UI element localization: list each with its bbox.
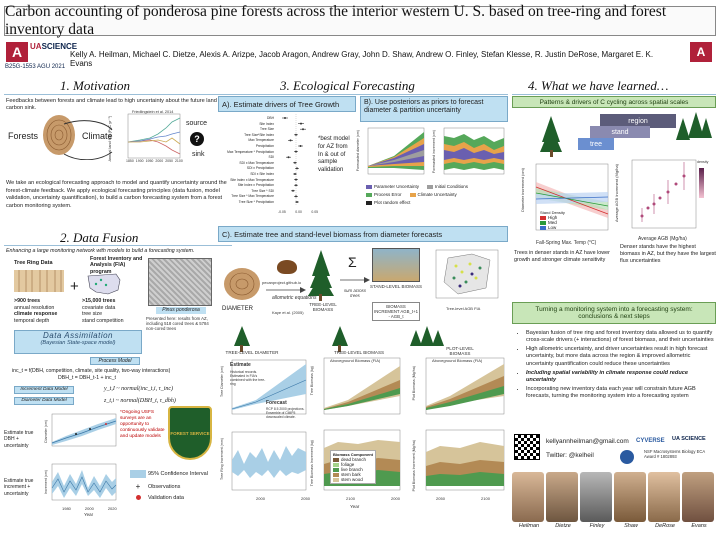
ua-logo: A (6, 42, 28, 62)
scale-tree: tree (578, 138, 614, 150)
person-photo (512, 472, 544, 522)
author-list: Kelly A. Heilman, Michael C. Dietze, Alexis A. Arizpe, Jacob Aragon, Andrew Gray, John D. Shaw, Andrew O. Finley, Stefan Klesse, R. Justin DeRose, Margaret E. K. Evans (70, 50, 654, 68)
chart-xtick: 2050 (165, 159, 173, 163)
panel-c-title: C). Estimate tree and stand-level biomass from diameter forecasts (218, 226, 508, 242)
driver-label: SDI (268, 155, 274, 160)
poster-id: B25G-1553 AGU 2021 (5, 64, 66, 70)
legend-swatch (366, 193, 372, 197)
xtick: 2020 (107, 506, 117, 511)
driver-label: Tree Size*Site Index (244, 132, 274, 137)
legend-label: High (548, 215, 558, 220)
people-names (512, 523, 716, 529)
twitter-handle[interactable]: Twitter: @kelheil (546, 452, 594, 459)
plot-level-biomass-label: PLOT-LEVEL BIOMASS (446, 346, 474, 356)
allometric-citation: Kaye et al. (2005) (272, 310, 304, 315)
patterns-title: Patterns & drivers of C cycling across spatial scales (512, 96, 716, 108)
chart-citation: Friedlingstein et al. 2014 (132, 110, 174, 114)
bottom-xlabel: Year (350, 504, 360, 509)
increment-estimate-chart (46, 462, 118, 506)
xtick: 2050 (436, 496, 445, 501)
panel-b-ylabel2: Forecasted increment (cm) (432, 130, 436, 173)
legend-label: Climate Uncertainty (417, 192, 457, 197)
xtick: 2100 (481, 496, 490, 501)
legend-swatch (540, 226, 546, 230)
xtick: 2000 (256, 496, 265, 501)
chart-ylabel: Annual land flux (PgC yr⁻¹) (108, 116, 112, 162)
chart-xtick: 2000 (155, 159, 164, 163)
legend-swatch (130, 470, 146, 478)
forecast-label: Forecast (266, 400, 287, 406)
conclusion-list (526, 330, 714, 400)
chart-xtick: 1900 (135, 159, 144, 163)
panel-b-legend (366, 184, 508, 205)
increment-chart-ylabel: Increment (cm) (44, 470, 48, 495)
diameter-label: DIAMETER (222, 306, 254, 312)
dbh-chart-ylabel: Diameter (cm) (44, 420, 48, 443)
best-model-note: *best model for AZ from In & out of sample validation (318, 136, 350, 174)
person-name: Dietze (555, 523, 571, 529)
person-name: Evans (691, 523, 707, 529)
legend-label: Validation data (148, 495, 184, 501)
estimate-note: Historical records. Estimated in FIA's combined with the tree-ring (230, 370, 266, 386)
forest-icon (676, 112, 712, 148)
scale-stand: stand (590, 126, 650, 138)
panel-b-title: B). Use posteriors as priors to forecast diameter & partition uncertainty (360, 96, 508, 122)
scale-region: region (600, 114, 676, 128)
xtick: 0.00 (295, 210, 302, 214)
legend-swatch (427, 185, 433, 189)
legend-label: Plot random effect (374, 200, 411, 205)
tree-biomass-icon (306, 250, 336, 300)
above-label: Aboveground Biomass (FIA) (432, 358, 483, 363)
chart-xtick: 1850 (126, 159, 134, 163)
xtick: 2000 (84, 506, 94, 511)
finding-tree-level: Trees in denser stands in AZ have lower growth and stronger climate sensitivity (514, 250, 610, 263)
legend-label: 95% Confidence Interval (148, 471, 208, 477)
chart-xtick: 2100 (174, 159, 183, 163)
chart-xtick: 1950 (145, 159, 154, 163)
fia-point: tree size (82, 311, 103, 318)
driver-label: SDI x Site Index (250, 171, 274, 176)
process-equation-2: DBH_t = DBH_t-1 + inc_t (58, 375, 116, 381)
pecan-logo (276, 256, 298, 278)
ua-science-logo-right: UA SCIENCE (672, 436, 706, 442)
ua-logo-right: A (690, 42, 712, 62)
biomass-increment-label: BIOMASS INCREMENT AGB_t+1 - AGB_t (372, 302, 420, 321)
tree-ring-point: climate response (14, 311, 58, 318)
plot-inc-ylabel: Plot Biomass Increment (Mg/ha) (412, 440, 416, 492)
density-legend-label: density (697, 160, 709, 164)
agb-increment-chart (624, 158, 708, 234)
stand-density-legend (540, 210, 565, 230)
question-icon: ? (190, 132, 204, 146)
poster-title-box (4, 3, 716, 38)
process-model-label: Process Model (90, 357, 140, 365)
stand-density-title: Stand Density (540, 210, 565, 215)
sum-across-label: sum across trees (344, 288, 366, 298)
legend-swatch (540, 216, 546, 220)
person-name: DeRose (655, 523, 675, 529)
driver-label: Tree Size * Max Temperature (231, 194, 274, 199)
cyverse-logo: CYVERSE (636, 438, 665, 444)
legend-label: Process Error (374, 192, 402, 197)
motivation-heading: 1. Motivation (60, 78, 131, 93)
process-equation-1: inc_t = f(DBH, competition, climate, site quality, two-way interactions) (12, 368, 171, 374)
tree-ring-point: temporal depth (14, 317, 50, 324)
legend-title: Biomass Component (333, 452, 374, 457)
conclusion-title: Turning a monitoring system into a forecasting system: conclusions & next steps (512, 302, 716, 324)
xtick: 2100 (346, 496, 355, 501)
tree-level-diameter-label: TREE-LEVEL DIAMETER (225, 350, 279, 355)
panel-b-ylabel: Forecasted diameter (cm) (356, 130, 360, 172)
chart-xticks (126, 159, 183, 163)
forecast-note: RCP 8.5 2000 projections. Ensemble of CMIP5 downscaled climate. (266, 407, 305, 419)
growth-ylabel: Diameter increment (cm) (520, 168, 525, 213)
person-photo (580, 472, 612, 522)
legend-label: Observations (148, 483, 181, 490)
usfs-text: FOREST SERVICE (170, 430, 210, 436)
legend-swatch (333, 468, 339, 472)
tree-biomass-ylabel: Tree Biomass (kg) (310, 366, 314, 396)
legend-label: live branch (341, 467, 363, 472)
tree-ring-title: Tree Ring Data (14, 260, 53, 266)
pecan-label: pecanproject.github.io (262, 280, 302, 285)
tree-level-agb-map (432, 248, 502, 304)
conclusion-item: • Incorporating new inventory data each year will constrain future AGB forecasts, turning the monitoring system into a forecasting system (526, 386, 714, 400)
xtick: 1980 (62, 506, 71, 511)
diameter-equation: z_t,i ~ normal(DBH_t, τ_dbh) (104, 398, 176, 404)
person-photo (546, 472, 578, 522)
legend-label: stem bark (341, 472, 361, 477)
contact-email[interactable]: kellyannheilman@gmail.com (546, 438, 629, 445)
legend-label: stem wood (341, 477, 363, 482)
allometric-label: allometric equations (272, 295, 317, 301)
person-name: Finley (589, 523, 605, 529)
nsf-award: NSF Macrosystems Biology ECA Award # 1802893 (644, 449, 705, 459)
driver-label: Tree Size (260, 127, 274, 132)
pinus-label: Pinus ponderosa (156, 307, 206, 314)
usfs-shield-logo (168, 406, 212, 460)
nsf-logo (620, 450, 634, 464)
legend-swatch (333, 463, 339, 467)
conclusion-item: • Bayesian fusion of tree ring and forest inventory data allowed us to quantify cross-scale drivers (+ interactions) of forest biomass, and their uncertainties (526, 330, 714, 344)
driver-label: Site Index (259, 121, 274, 126)
legend-swatch (333, 478, 339, 482)
xtick: 2050 (301, 496, 310, 501)
plot-biomass-increment-chart (420, 428, 506, 494)
bottom-xticks (238, 496, 508, 501)
driver-label: DBH (267, 116, 274, 120)
forecast-diameter-chart (364, 126, 426, 178)
tree-ring-points (14, 298, 57, 324)
arrow-right (340, 276, 370, 284)
presented-note: Presented here: results from AZ, including 518 cored trees & 5784 non-cored trees (146, 316, 209, 331)
data-fusion-heading: 2. Data Fusion (60, 230, 139, 245)
tree-ring-point: annual resolution (14, 304, 55, 311)
tree-level-agb-label: Tree-level AGB FIA (446, 306, 481, 311)
tree-level-biomass2-label: TREE-LEVEL BIOMASS (334, 350, 385, 355)
conclusion-item: • Including spatial variability in climate response could reduce uncertainty (526, 370, 714, 384)
arrow-right (266, 286, 306, 294)
legend-marker: + (135, 482, 141, 491)
driver-effects (276, 114, 316, 210)
qr-code[interactable] (514, 434, 540, 460)
stand-photo (372, 248, 420, 282)
assimilation-title: Data Assimilation (42, 331, 113, 340)
legend-label: Parameter Uncertainty (374, 184, 420, 189)
tree-icon (540, 116, 562, 152)
driver-label: Tree Size * Precipitation (238, 199, 274, 204)
poster-title: Carbon accounting of ponderosa pine forests across the interior western U. S. based on tree-ring and forest inventory data (5, 3, 667, 38)
legend-swatch (333, 458, 339, 462)
fia-point: >15,000 trees (82, 298, 116, 304)
person-photo (648, 472, 680, 522)
person-name: Heilman (518, 523, 540, 529)
tree-ring-point: >900 trees (14, 298, 41, 304)
legend-swatch (366, 185, 372, 189)
driver-label: Max Temperature * Precipitation (227, 149, 274, 154)
motivation-rule (4, 94, 232, 95)
source-label: source (186, 120, 208, 127)
eco-forecast-heading: 3. Ecological Forecasting (280, 78, 415, 93)
learned-rule (512, 94, 716, 95)
motivation-intro: Feedbacks between forests and climate lead to high uncertainty about the future land carbon sink. (6, 98, 217, 111)
legend-label: dead branch (341, 457, 367, 462)
ongoing-surveys-note: *Ongoing USFS surveys are an opportunity to continuously validate and update models (120, 410, 165, 439)
legend-component (333, 477, 373, 482)
tree-icon (234, 326, 250, 350)
legend-observations (130, 482, 208, 491)
tree-inc-ylabel: Tree Biomass Increment (kg) (310, 440, 314, 487)
tree-icon (332, 326, 348, 350)
panel-a-title: A). Estimate drivers of Tree Growth (218, 96, 356, 112)
driver-label: Precipitation (255, 143, 274, 148)
dbh-estimate-chart (46, 412, 118, 452)
climate-label: Climate (82, 131, 113, 141)
person-photo (682, 472, 714, 522)
legend-swatch (333, 473, 339, 477)
stand-level-biomass-label: STAND-LEVEL BIOMASS (370, 284, 423, 289)
sink-label: sink (192, 151, 205, 158)
fia-point: covariate data (82, 304, 116, 311)
legend-label: foliage (341, 462, 355, 467)
agb-xlabel: Average AGB (Mg/ha) (638, 236, 687, 242)
diameter-ring-image (222, 266, 262, 302)
estimate-dbh-label: Estimate true DBH + uncertainty (4, 430, 34, 449)
ua-science-suffix: SCIENCE (41, 42, 78, 51)
usa-map-icon (86, 270, 122, 296)
data-fusion-xticks (62, 506, 117, 511)
forecast-increment-chart (440, 126, 506, 178)
increment-equation: y_t,I ~ normal(inc_t,i, τ_inc) (104, 386, 174, 392)
fia-title: Forest Inventory and Analysis (FIA) program (90, 256, 143, 275)
xtick: -0.05 (278, 210, 286, 214)
legend-validation (130, 495, 208, 501)
tree-ring-core-image (14, 268, 64, 294)
legend-ci (130, 470, 208, 478)
estimate-increment-label: Estimate true increment + uncertainty (4, 478, 34, 497)
ua-science-prefix: UA (30, 42, 42, 51)
legend-process (366, 192, 402, 197)
drivers-forest-plot (218, 114, 356, 220)
tree-ring-increment-chart (226, 430, 308, 494)
increment-model-label: Increment Data Model (14, 386, 74, 394)
learned-heading: 4. What we have learned… (528, 78, 669, 93)
legend-initial (427, 184, 468, 189)
estimate-label: Estimate (230, 362, 251, 368)
tree-level-biomass-label: TREE-LEVEL BIOMASS (309, 302, 337, 312)
driver-labels (218, 116, 274, 206)
eco-forecast-rule (218, 94, 508, 95)
xtick: 0.05 (311, 210, 318, 214)
legend-label: Initial Conditions (435, 184, 469, 189)
legend-swatch (366, 201, 372, 205)
growth-xlabel: Fall-Spring Max. Temp (°C) (536, 240, 597, 246)
person-name: Shaw (624, 523, 638, 529)
legend-climate (410, 192, 457, 197)
biomass-component-legend (330, 450, 376, 484)
forests-label: Forests (8, 131, 39, 141)
density-low (540, 225, 565, 230)
plus-sign: + (70, 278, 79, 295)
driver-label: Site Index x Precipitation (237, 183, 274, 188)
legend-swatch (540, 221, 546, 225)
legend-swatch (410, 193, 416, 197)
data-fusion-rule (4, 245, 232, 246)
data-assimilation-box (14, 330, 142, 354)
ring-ylabel: Tree Ring Increment (mm) (220, 438, 224, 481)
fia-point: stand competition (82, 317, 124, 324)
tree-biomass-chart (318, 356, 402, 418)
driver-label: SDI x Max Temperature (239, 160, 274, 165)
legend-label: Low (548, 225, 557, 230)
legend-marker (130, 495, 146, 501)
data-fusion-subheading: Enhancing a large monitoring network with models to build a forecasting system. (6, 248, 195, 254)
data-fusion-legend (130, 470, 208, 501)
driver-label: Site Index x Max Temperature (230, 177, 274, 182)
tree-diameter-ylabel: Tree Diameter (cm) (220, 366, 224, 398)
data-fusion-xlabel: Year (84, 512, 94, 517)
person-photo (614, 472, 646, 522)
legend-parameter (366, 184, 419, 189)
driver-label: SDI x Precipitation (246, 166, 274, 171)
panel-a-xticks (278, 210, 318, 214)
pinus-ponderosa-photo (148, 258, 212, 306)
sum-symbol: Σ (348, 254, 357, 270)
people-strip (512, 472, 716, 528)
fia-points (82, 298, 124, 324)
finding-stand-level: Denser stands have the highest biomass in AZ, but they have the largest flux uncertainties (620, 244, 716, 264)
legend-label: Med (548, 220, 557, 225)
above-label: Aboveground Biomass (FIA) (330, 358, 381, 363)
agb-ylabel: Average AGB Increment (Mg/ha) (614, 164, 619, 222)
assimilation-subtitle: (Bayesian State-space model) (40, 340, 116, 346)
diameter-model-label: Diameter Data Model (14, 397, 74, 405)
plot-biomass-ylabel: Plot Biomass (Mg/ha) (412, 366, 416, 401)
driver-label: Tree Size * SDI (251, 188, 274, 193)
legend-plot (366, 200, 410, 205)
plot-biomass-chart (420, 356, 506, 418)
motivation-body: We take an ecological forecasting approach to model and quantify uncertainty around the forest-climate feedback. We apply ecological forecasting principles (data fusion, model validation, uncertainty quantification), to build a carbon forecasting system from a forest carbon monitoring system. (6, 180, 227, 209)
driver-label: Max Temperature (248, 138, 274, 143)
xtick: 2000 (391, 496, 400, 501)
conclusion-item: • High allometric uncertainty, and driver uncertainties result in high forecast uncertainty, but more data across the region & improved allometric uncertainty quantification could reduce these uncertainties (526, 346, 714, 367)
